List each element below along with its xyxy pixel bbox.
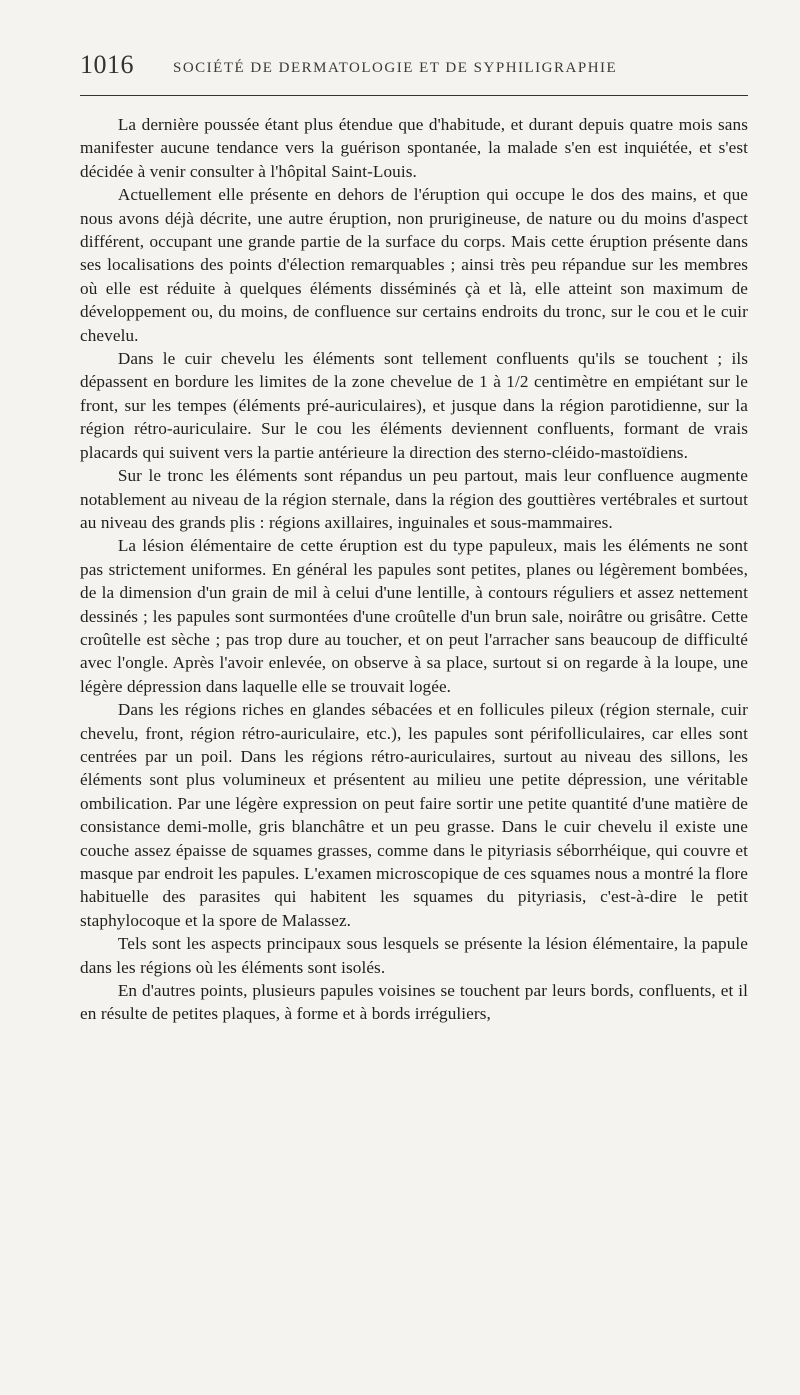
paragraph: La lésion élémentaire de cette éruption est du type papuleux, mais les éléments ne sont pas strictement uniformes. En général les papules sont petites, planes ou légèrement bombées, de la dimension d'un grain de mil à celui d'une lentille, à contours réguliers et assez nettement dessinés ; les papules sont surmontées d'une croûtelle d'un brun sale, noirâtre ou grisâtre. Cette croûtelle est sèche ; pas trop dure au toucher, et on peut l'arracher sans beaucoup de difficulté avec l'ongle. Après l'avoir enlevée, on observe à sa place, surtout si on regarde à la loupe, une légère dépression dans laquelle elle se trouvait logée. [80, 536, 748, 696]
body-text [80, 113, 748, 1026]
paragraph: La dernière poussée étant plus étendue que d'habitude, et durant depuis quatre mois sans manifester aucune tendance vers la guérison spontanée, la malade s'en est inquiétée, et s'est décidée à venir consulter à l'hôpital Saint-Louis. [80, 115, 748, 181]
paragraph: Tels sont les aspects principaux sous lesquels se présente la lésion élémentaire, la papule dans les régions où les éléments sont isolés. [80, 934, 748, 977]
running-title: SOCIÉTÉ DE DERMATOLOGIE ET DE SYPHILIGRAPHIE [173, 60, 618, 76]
paragraph: Dans le cuir chevelu les éléments sont tellement confluents qu'ils se touchent ; ils dépassent en bordure les limites de la zone chevelue de 1 à 1/2 centimètre en empiétant sur le front, sur les tempes (éléments pré-auriculaires), et jusque dans la région parotidienne, sur la région rétro-auriculaire. Sur le cou les éléments deviennent confluents, formant de vrais placards qui suivent vers la partie antérieure la direction des sterno-cléido-mastoïdiens. [80, 349, 748, 462]
paragraph: Sur le tronc les éléments sont répandus un peu partout, mais leur confluence augmente notablement au niveau de la région sternale, dans la région des gouttières vertébrales et surtout au niveau des grands plis : régions axillaires, inguinales et sous-mammaires. [80, 466, 748, 532]
paragraph: Dans les régions riches en glandes sébacées et en follicules pileux (région sternale, cuir chevelu, front, région rétro-auriculaire, etc.), les papules sont périfolliculaires, car elles sont centrées par un poil. Dans les régions rétro-auriculaires, surtout au niveau des sillons, les éléments sont plus volumineux et présentent au milieu une petite dépression, une véritable ombilication. Par une légère expression on peut faire sortir une petite quantité d'une matière de consistance demi-molle, gris blanchâtre et un peu grasse. Dans le cuir chevelu il existe une couche assez épaisse de squames grasses, comme dans le pityriasis séborrhéique, qui couvre et masque par endroit les papules. L'examen microscopique de ces squames nous a montré la flore habituelle des parasites qui habitent les squames du pityriasis, c'est-à-dire le petit staphylocoque et la spore de Malassez. [80, 700, 748, 930]
paragraph: En d'autres points, plusieurs papules voisines se touchent par leurs bords, confluents, et il en résulte de petites plaques, à forme et à bords irréguliers, [80, 981, 748, 1024]
page-number: 1016 [80, 50, 134, 79]
header-rule [80, 95, 748, 96]
page-header [80, 50, 748, 90]
paragraph: Actuellement elle présente en dehors de l'éruption qui occupe le dos des mains, et que nous avons déjà décrite, une autre éruption, non prurigineuse, de nature ou du moins d'aspect différent, occupant une grande partie de la surface du corps. Mais cette éruption présente dans ses localisations des points d'élection remarquables ; ainsi très peu répandue sur les membres où elle est réduite à quelques éléments disséminés çà et là, elle atteint son maximum de développement ou, du moins, de confluence sur certains endroits du tronc, sur le cou et le cuir chevelu. [80, 185, 748, 345]
